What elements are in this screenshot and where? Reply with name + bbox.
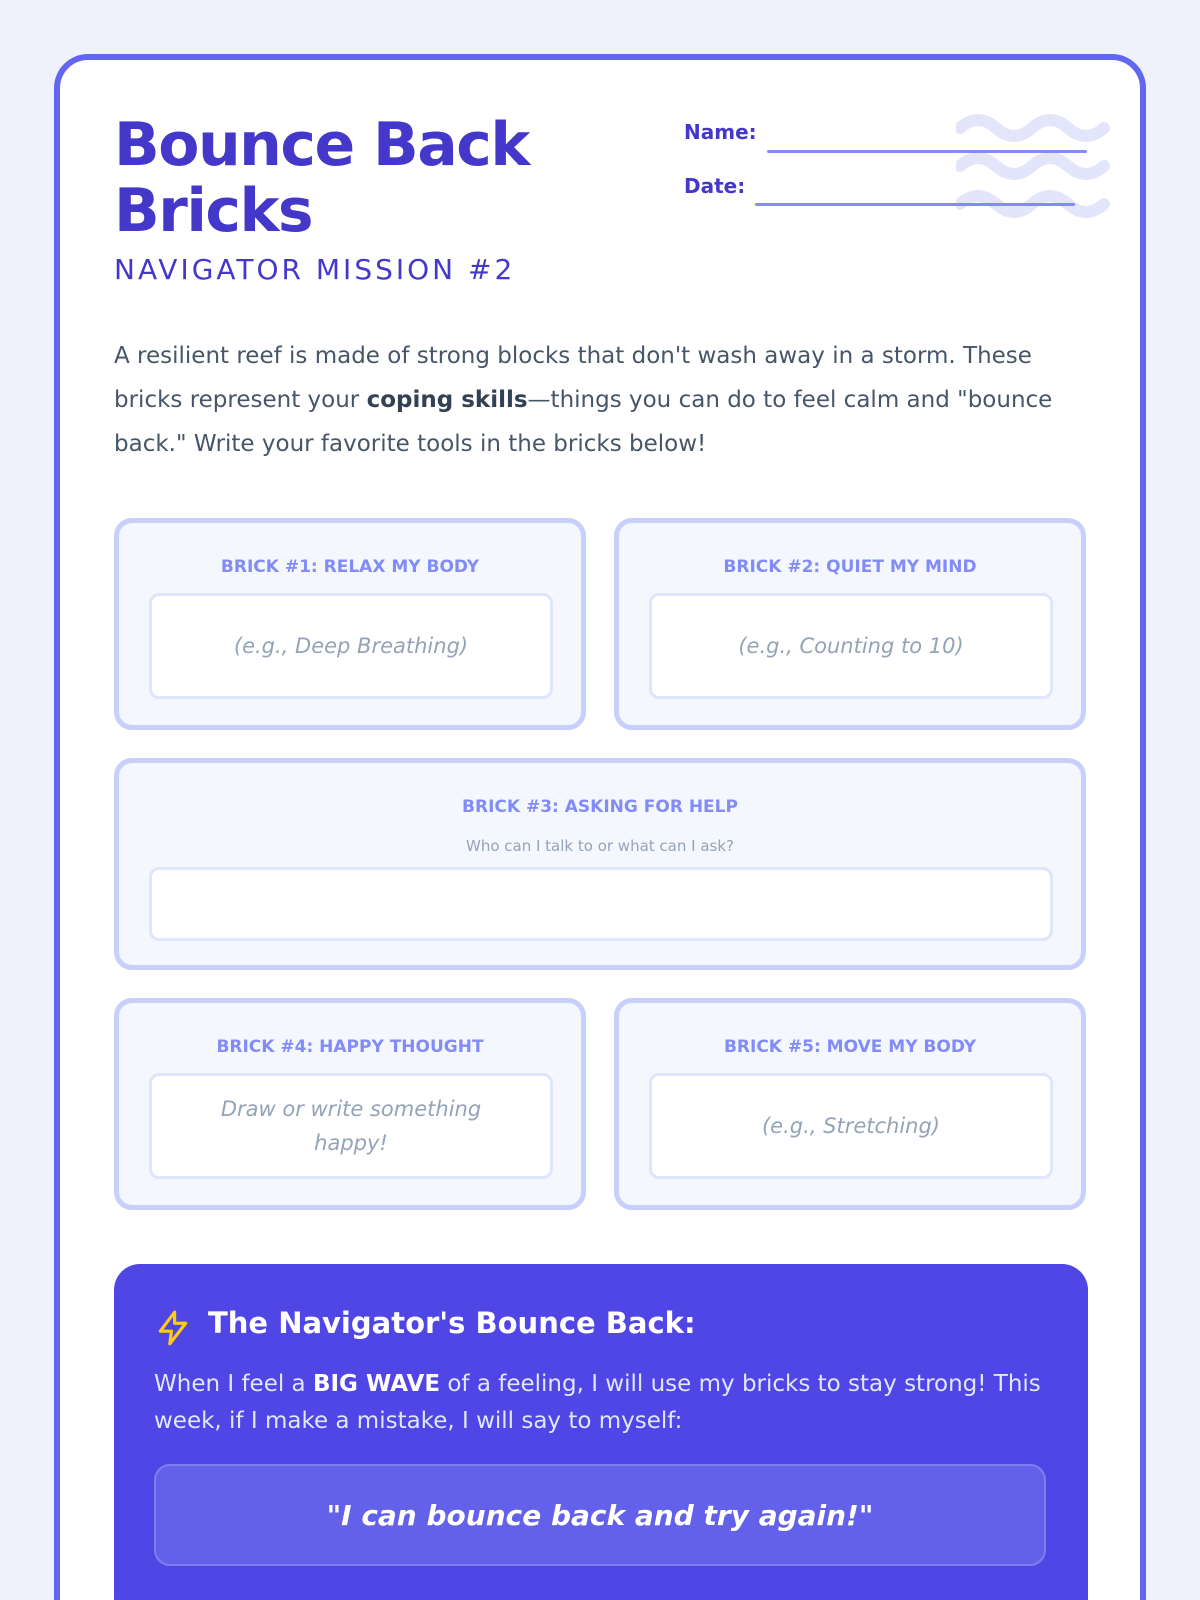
lightning-bolt-icon [154,1308,192,1348]
brick-hint: Who can I talk to or what can I ask? [465,837,734,855]
brick-asking-for-help [114,758,1086,970]
brick-relax-my-body [114,518,586,730]
intro-bold: coping skills [366,387,528,413]
brick-title: BRICK #2: QUIET MY MIND [723,557,977,577]
big-wave-bold: BIG WAVE [312,1371,441,1397]
brick-title: BRICK #4: HAPPY THOUGHT [216,1037,484,1057]
brick-title: BRICK #1: RELAX MY BODY [220,557,480,577]
date-label: Date: [684,174,746,198]
bounce-back-text: When I feel a BIG WAVE of a feeling, I will use my bricks to stay strong! This week, if I make a mistake, I will say to myself: [154,1371,1041,1434]
brick-title: BRICK #5: MOVE MY BODY [723,1037,977,1057]
intro-text: A resilient reef is made of strong blocks that don't wash away in a storm. These bricks represent your coping skills—things you can do to feel calm and "bounce back." Write your favorite tools in the bricks below! [114,343,1053,457]
name-label: Name: [684,120,757,144]
brick-input[interactable]: Draw or write something happy! [149,1073,553,1179]
brick-move-my-body [614,998,1086,1210]
brick-input[interactable]: (e.g., Deep Breathing) [149,593,553,699]
brick-quiet-my-mind [614,518,1086,730]
worksheet-title: Bounce Back Bricks [114,110,529,246]
brick-input[interactable] [149,867,1053,941]
affirmation-quote: "I can bounce back and try again!" [154,1464,1046,1566]
brick-title: BRICK #3: ASKING FOR HELP [462,797,738,817]
bounce-back-panel [114,1264,1088,1600]
worksheet-subtitle: NAVIGATOR MISSION #2 [114,253,516,286]
brick-input[interactable]: (e.g., Counting to 10) [649,593,1053,699]
brick-happy-thought [114,998,586,1210]
bounce-back-heading: The Navigator's Bounce Back: [208,1306,696,1340]
name-field[interactable] [767,150,1087,153]
date-field[interactable] [755,203,1075,206]
brick-input[interactable]: (e.g., Stretching) [649,1073,1053,1179]
